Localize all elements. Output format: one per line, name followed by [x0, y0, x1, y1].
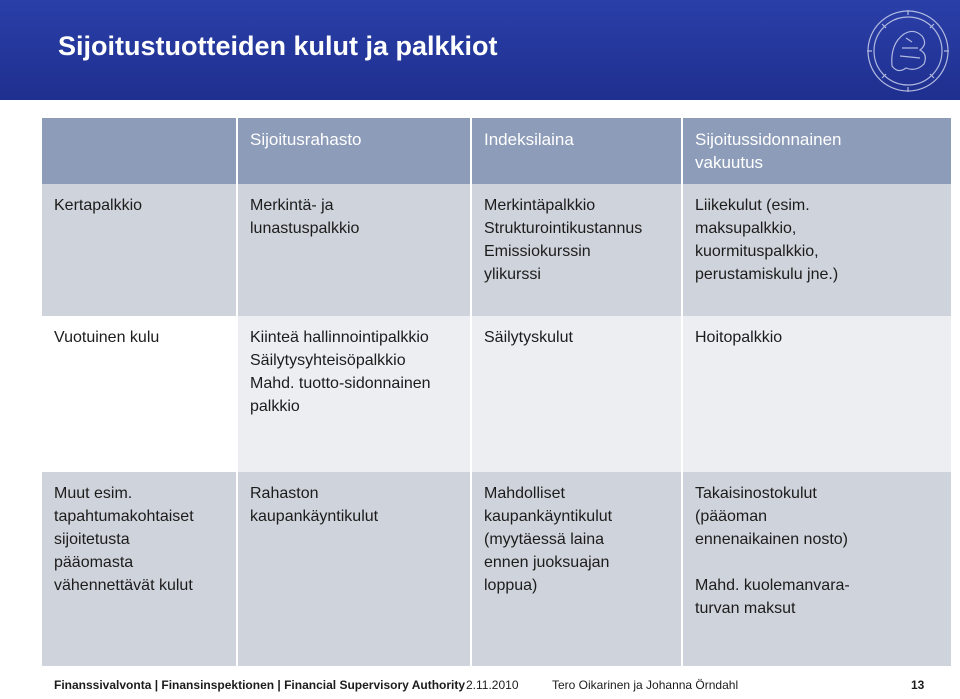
- footer-authors: Tero Oikarinen ja Johanna Örndahl: [552, 678, 739, 692]
- cell-text-line: Säilytysyhteisöpalkkio: [250, 352, 406, 369]
- cell-text-line: Merkintä- ja: [250, 197, 334, 214]
- cell-text-line: ylikurssi: [484, 266, 541, 283]
- cell-text-line: Strukturointikustannus: [484, 220, 643, 237]
- cell-text-line: ennenaikainen nosto): [695, 531, 849, 548]
- cell-text-line: (myytäessä laina: [484, 531, 605, 548]
- cell-text-line: Sijoitusrahasto: [250, 130, 362, 149]
- cell-text-line: Mahd. kuolemanvara-: [695, 577, 850, 594]
- cell-text-line: Muut esim.: [54, 485, 133, 502]
- cell-text-line: ennen juoksuajan: [484, 554, 610, 571]
- cell-text-line: palkkio: [250, 398, 300, 415]
- cell-text-line: Sijoitussidonnainen: [695, 130, 842, 149]
- cell-text-line: vähennettävät kulut: [54, 577, 193, 594]
- table-cell: [681, 184, 951, 316]
- table-cell: [236, 184, 470, 316]
- table-row-label: [42, 472, 236, 666]
- cell-text-line: Emissiokurssin: [484, 243, 591, 260]
- table-cell: [681, 316, 951, 472]
- cell-text-line: perustamiskulu jne.): [695, 266, 839, 283]
- table-cell: [470, 316, 681, 472]
- table-row-label: [42, 184, 236, 316]
- page-title: Sijoitustuotteiden kulut ja palkkiot: [58, 31, 498, 61]
- cell-text-line: Vuotuinen kulu: [54, 329, 160, 346]
- table-cell: [236, 316, 470, 472]
- cell-text-line: lunastuspalkkio: [250, 220, 360, 237]
- cell-text-line: sijoitetusta: [54, 531, 130, 548]
- table-cell: [236, 472, 470, 666]
- cell-text-line: kuormituspalkkio,: [695, 243, 819, 260]
- cell-text-line: Säilytyskulut: [484, 329, 573, 346]
- cell-text-line: vakuutus: [695, 153, 764, 172]
- title-bar: [0, 0, 960, 100]
- cell-text-line: Hoitopalkkio: [695, 329, 783, 346]
- cell-text-line: [695, 551, 945, 574]
- cell-text-line: pääomasta: [54, 554, 134, 571]
- cell-text-line: (pääoman: [695, 508, 768, 525]
- cell-text-line: turvan maksut: [695, 600, 796, 617]
- cell-text-line: Mahd. tuotto-sidonnainen: [250, 375, 431, 392]
- cell-text-line: Takaisinostokulut: [695, 485, 817, 502]
- lion-coat-of-arms-emblem-icon: [862, 4, 954, 98]
- cell-text-line: kaupankäyntikulut: [250, 508, 379, 525]
- table-column-header: [681, 118, 951, 184]
- page-number: 13: [911, 678, 925, 692]
- table-cell: [470, 472, 681, 666]
- cell-text-line: Kertapalkkio: [54, 197, 143, 214]
- cell-text-line: Merkintäpalkkio: [484, 197, 596, 214]
- footer: [0, 668, 960, 699]
- table-column-header: [236, 118, 470, 184]
- table-header-corner: [42, 118, 236, 184]
- cell-text-line: loppua): [484, 577, 538, 594]
- table-cell: [681, 472, 951, 666]
- cell-text-line: Liikekulut (esim.: [695, 197, 810, 214]
- table-cell: [470, 184, 681, 316]
- costs-table: [42, 118, 951, 666]
- cell-text-line: kaupankäyntikulut: [484, 508, 613, 525]
- table-column-header: [470, 118, 681, 184]
- cell-text-line: Indeksilaina: [484, 130, 574, 149]
- cell-text-line: Kiinteä hallinnointipalkkio: [250, 329, 429, 346]
- footer-organization: Finanssivalvonta | Finansinspektionen | Financial Supervisory Authority: [54, 678, 466, 692]
- cell-text-line: Rahaston: [250, 485, 319, 502]
- cell-text-line: tapahtumakohtaiset: [54, 508, 194, 525]
- cell-text-line: Mahdolliset: [484, 485, 565, 502]
- footer-date: 2.11.2010: [466, 678, 519, 692]
- cell-text-line: maksupalkkio,: [695, 220, 797, 237]
- table-row-label: [42, 316, 236, 472]
